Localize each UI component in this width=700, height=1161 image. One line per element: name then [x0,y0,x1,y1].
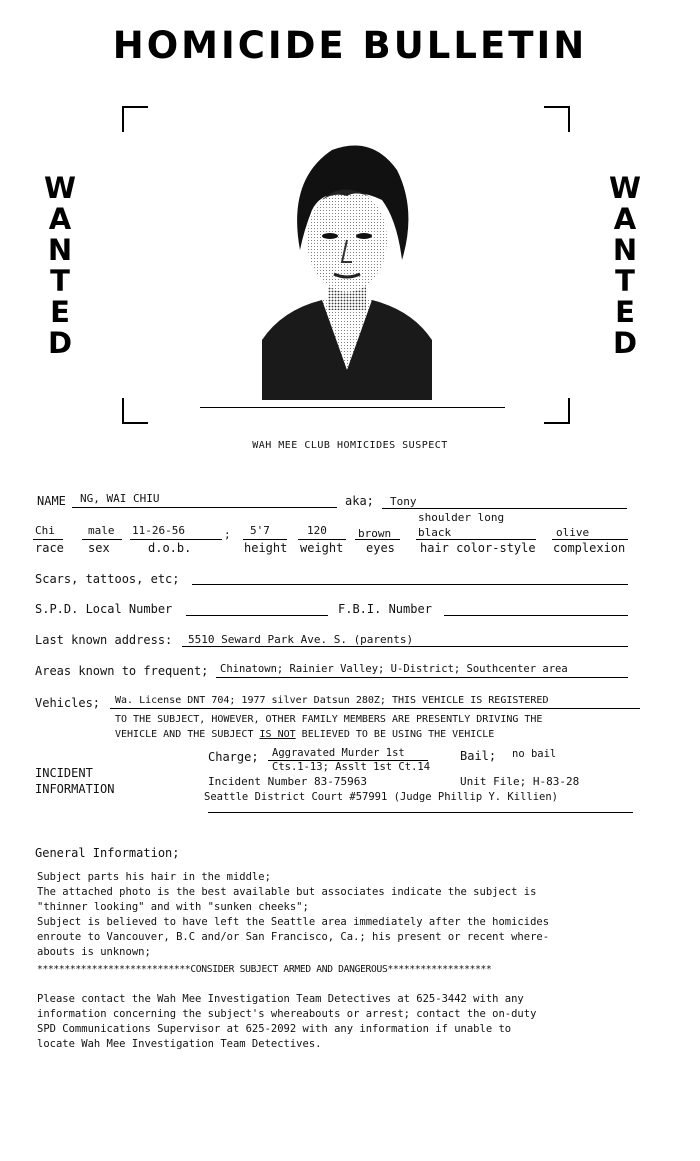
contact-line: Please contact the Wah Mee Investigation Team Detectives at 625-3442 with any [37,993,524,1005]
general-line: Subject parts his hair in the middle; [37,871,271,883]
wanted-right [605,173,645,359]
sex-value: male [88,524,115,537]
contact-body [37,992,536,1052]
frame-corner-bottom-right [544,398,570,424]
vehicles-label: Vehicles; [35,696,101,710]
warning-stars-right: ******************* [387,964,492,975]
height-label: height [244,541,288,555]
vehicles-line-3b: IS NOT [259,729,296,740]
hair-value-2: black [418,526,452,539]
sex-label: sex [88,541,110,555]
name-line [72,507,337,508]
incident-label-1: INCIDENT [35,766,93,780]
hair-label: hair color-style [420,541,536,555]
address-label: Last known address: [35,633,173,647]
hair-line [416,539,536,540]
vehicles-line-1: Wa. License DNT 704; 1977 silver Datsun 280Z; THIS VEHICLE IS REGISTERED [115,695,549,706]
separator: ; [224,528,231,541]
dob-value: 11-26-56 [132,524,185,537]
general-line: The attached photo is the best available but associates indicate the subject is [37,886,537,898]
race-line [33,539,63,540]
complexion-line [552,539,628,540]
wanted-left [40,173,80,359]
eyes-line [355,539,400,540]
general-line: Subject is believed to have left the Seattle area immediately after the homicides [37,916,550,928]
name-label: NAME [37,494,66,508]
race-label: race [35,541,64,555]
name-value: NG, WAI CHIU [80,492,160,505]
general-line: abouts is unknown; [37,946,151,958]
weight-value: 120 [307,524,327,537]
scars-line [192,584,628,585]
vehicles-line-3c: BELIEVED TO BE USING THE VEHICLE [301,729,495,740]
bulletin-title: HOMICIDE BULLETIN [112,24,588,67]
vehicles-line-2: TO THE SUBJECT, HOWEVER, OTHER FAMILY MEMBERS ARE PRESENTLY DRIVING THE [115,714,543,725]
eyes-label: eyes [366,541,395,555]
spd-label: S.P.D. Local Number [35,602,173,616]
wanted-letter: N [612,233,638,267]
areas-label: Areas known to frequent; [35,664,209,678]
wanted-left-letters [40,173,80,359]
areas-value: Chinatown; Rainier Valley; U-District; Southcenter area [220,663,568,675]
wanted-letter: E [615,295,635,329]
wanted-letter: E [50,295,70,329]
vehicles-rule [110,708,640,709]
aka-line [382,508,627,509]
suspect-photo [262,140,432,400]
vehicles-line-3a: VEHICLE AND THE SUBJECT [115,729,254,740]
incident-label-2: INFORMATION [35,782,115,796]
fbi-label: F.B.I. Number [338,602,432,616]
contact-line: locate Wah Mee Investigation Team Detectives. [37,1038,322,1050]
areas-line [216,677,628,678]
sex-line [82,539,122,540]
charge-value: Aggravated Murder 1st [272,747,405,759]
weight-line [298,539,346,540]
address-value: 5510 Seward Park Ave. S. (parents) [188,633,414,646]
fbi-line [444,615,628,616]
dob-line [130,539,222,540]
vehicles-line-3 [115,728,494,741]
scars-label: Scars, tattoos, etc; [35,572,180,586]
general-heading: General Information; [35,846,180,860]
wanted-letter: A [613,202,637,236]
complexion-label: complexion [553,541,626,555]
bail-label: Bail; [460,749,497,763]
incident-number: Incident Number 83-75963 [208,775,367,788]
photo-underline [200,407,505,408]
warning-stars-left: **************************** [37,964,191,975]
address-line [182,646,628,647]
wanted-letter: W [44,171,76,205]
aka-value: Tony [390,495,417,508]
wanted-letter: T [615,264,635,298]
height-line [243,539,287,540]
contact-line: information concerning the subject's whereabouts or arrest; contact the on-duty [37,1008,537,1020]
wanted-letter: D [612,326,638,360]
eyes-value: brown [358,527,392,540]
complexion-value: olive [556,526,590,539]
warning-text: CONSIDER SUBJECT ARMED AND DANGEROUS [190,964,388,975]
wanted-letter: N [47,233,73,267]
unit-file: Unit File; H-83-28 [460,775,580,788]
wanted-right-letters [605,173,645,359]
wanted-letter: A [48,202,72,236]
general-line: "thinner looking" and with "sunken cheeks"; [37,901,309,913]
warning-line [37,963,492,976]
wanted-letter: D [47,326,73,360]
photo-caption: WAH MEE CLUB HOMICIDES SUSPECT [252,440,448,451]
general-body [37,870,549,960]
wanted-letter: T [50,264,70,298]
frame-corner-bottom-left [122,398,148,424]
spd-line [186,615,328,616]
frame-corner-top-left [122,106,148,132]
court: Seattle District Court #57991 (Judge Phillip Y. Killien) [204,791,559,803]
dob-label: d.o.b. [148,541,192,555]
incident-rule [208,812,633,813]
charge-value-2: Cts.1-13; Asslt 1st Ct.14 [272,761,431,773]
charge-label: Charge; [208,750,259,764]
bail-value: no bail [512,748,557,760]
contact-line: SPD Communications Supervisor at 625-2092 with any information if unable to [37,1023,512,1035]
race-value: Chi [35,524,55,537]
frame-corner-top-right [544,106,570,132]
hair-value-1: shoulder long [418,511,505,524]
aka-label: aka; [345,494,374,508]
weight-label: weight [300,541,344,555]
general-line: enroute to Vancouver, B.C and/or San Francisco, Ca.; his present or recent where- [37,931,550,943]
height-value: 5'7 [250,524,270,537]
wanted-letter: W [609,171,641,205]
